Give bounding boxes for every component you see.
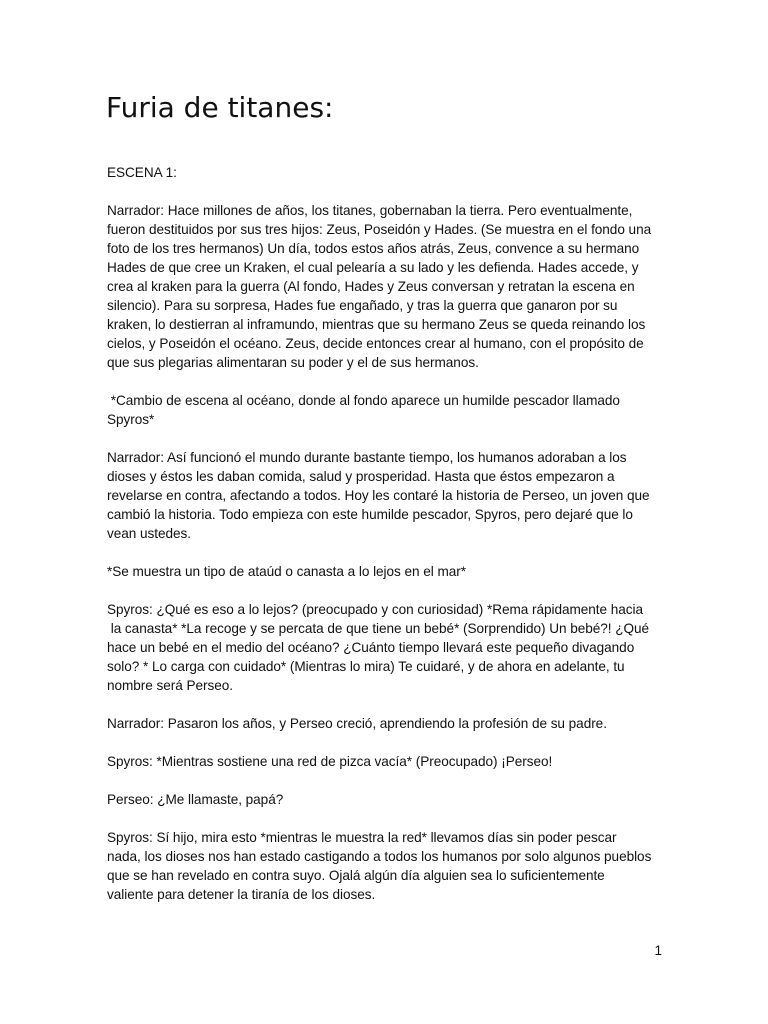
text-line: kraken, lo destierran al inframundo, mientras que su hermano Zeus se queda reinando los <box>107 317 646 332</box>
paragraph <box>107 448 667 543</box>
paragraph <box>107 163 667 182</box>
text-line: Narrador: Pasaron los años, y Perseo creció, aprendiendo la profesión de su padre. <box>107 716 607 731</box>
text-line: la canasta* *La recoge y se percata de que tiene un bebé* (Sorprendido) Un bebé?! ¿Qué <box>107 621 650 636</box>
text-line: Perseo: ¿Me llamaste, papá? <box>107 792 284 807</box>
document-title: Furia de titanes: <box>106 91 334 124</box>
text-line: Spyros: Sí hijo, mira esto *mientras le muestra la red* llevamos días sin poder pescar <box>107 830 617 845</box>
text-line: nombre será Perseo. <box>107 678 233 693</box>
paragraph <box>107 562 667 581</box>
document-body <box>107 163 667 923</box>
text-line: solo? * Lo carga con cuidado* (Mientras lo mira) Te cuidaré, y de ahora en adelante, tu <box>107 659 625 674</box>
page-number: 1 <box>654 943 662 958</box>
paragraph <box>107 714 667 733</box>
paragraph <box>107 752 667 771</box>
paragraph <box>107 790 667 809</box>
paragraph <box>107 201 667 372</box>
text-line: Hades de que cree un Kraken, el cual pelearía a su lado y les defienda. Hades accede, y <box>107 260 639 275</box>
text-line: hace un bebé en el medio del océano? ¿Cuánto tiempo llevará este pequeño divagando <box>107 640 635 655</box>
text-line: que se han revelado en contra suyo. Ojalá algún día alguien sea lo suficientemente <box>107 868 605 883</box>
paragraph <box>107 828 667 904</box>
text-line: cielos, y Poseidón el océano. Zeus, decide entonces crear al humano, con el propósito de <box>107 336 644 351</box>
text-line: crea al kraken para la guerra (Al fondo, Hades y Zeus conversan y retratan la escena en <box>107 279 635 294</box>
text-line: *Se muestra un tipo de ataúd o canasta a lo lejos en el mar* <box>107 564 466 579</box>
text-line: Narrador: Hace millones de años, los titanes, gobernaban la tierra. Pero eventualmente, <box>107 203 633 218</box>
text-line: foto de los tres hermanos) Un día, todos estos años atrás, Zeus, convence a su hermano <box>107 241 640 256</box>
text-line: dioses y éstos les daban comida, salud y prosperidad. Hasta que éstos empezaron a <box>107 469 615 484</box>
text-line: revelarse en contra, afectando a todos. Hoy les contaré la historia de Perseo, un joven que <box>107 488 650 503</box>
paragraph <box>107 391 667 429</box>
text-line: Spyros* <box>107 412 155 427</box>
text-line: cambió la historia. Todo empieza con este humilde pescador, Spyros, pero dejaré que lo <box>107 507 633 522</box>
text-line: fueron destituidos por sus tres hijos: Zeus, Poseidón y Hades. (Se muestra en el fondo una <box>107 222 652 237</box>
text-line: Narrador: Así funcionó el mundo durante bastante tiempo, los humanos adoraban a los <box>107 450 627 465</box>
text-line: nada, los dioses nos han estado castigando a todos los humanos por solo algunos pueblos <box>107 849 652 864</box>
text-line: que sus plegarias alimentaran su poder y el de sus hermanos. <box>107 355 479 370</box>
text-line: ESCENA 1: <box>107 165 177 180</box>
text-line: Spyros: *Mientras sostiene una red de pizca vacía* (Preocupado) ¡Perseo! <box>107 754 553 769</box>
text-line: *Cambio de escena al océano, donde al fondo aparece un humilde pescador llamado <box>107 393 620 408</box>
text-line: vean ustedes. <box>107 526 191 541</box>
text-line: valiente para detener la tiranía de los dioses. <box>107 887 376 902</box>
text-line: Spyros: ¿Qué es eso a lo lejos? (preocupado y con curiosidad) *Rema rápidamente hacia <box>107 602 644 617</box>
paragraph <box>107 600 667 695</box>
text-line: silencio). Para su sorpresa, Hades fue engañado, y tras la guerra que ganaron por su <box>107 298 618 313</box>
